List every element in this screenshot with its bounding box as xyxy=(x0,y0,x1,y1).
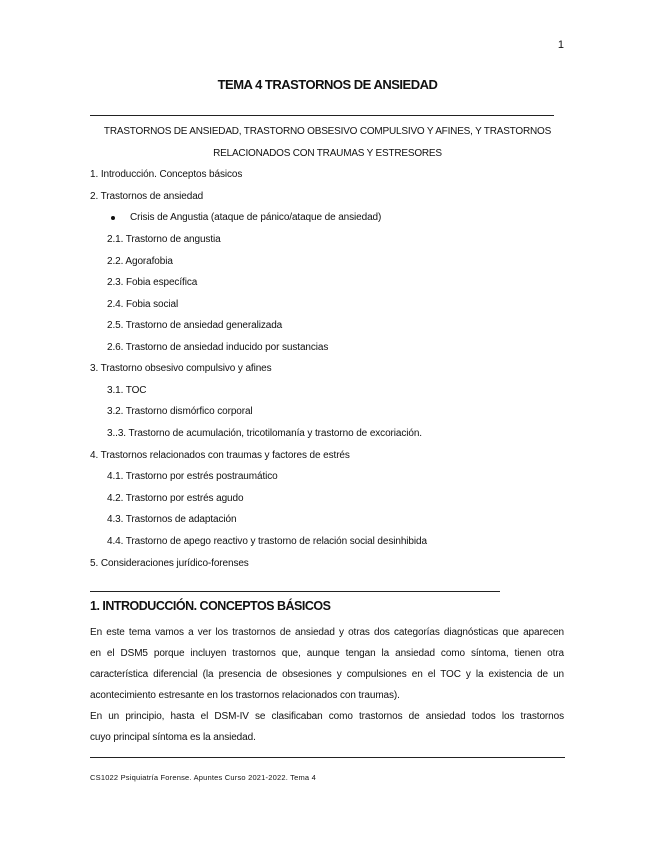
paragraph-line: En un principio, hasta el DSM-IV se clasificaban como trastornos de ansiedad todos los trastornos xyxy=(90,711,564,722)
toc-item: 4.4. Trastorno de apego reactivo y trastorno de relación social desinhibida xyxy=(107,536,427,547)
toc-item: 2.1. Trastorno de angustia xyxy=(107,234,221,245)
title-divider xyxy=(90,115,554,116)
subtitle-line-1: TRASTORNOS DE ANSIEDAD, TRASTORNO OBSESIVO COMPULSIVO Y AFINES, Y TRASTORNOS xyxy=(103,126,552,137)
toc-item: 3..3. Trastorno de acumulación, tricotilomanía y trastorno de excoriación. xyxy=(107,428,422,439)
toc-item: 1. Introducción. Conceptos básicos xyxy=(90,169,243,180)
paragraph-line: cuyo principal síntoma es la ansiedad. xyxy=(90,732,256,743)
toc-item: 2.4. Fobia social xyxy=(107,299,179,310)
toc-item: 2.3. Fobia específica xyxy=(107,277,198,288)
toc-item: 3. Trastorno obsesivo compulsivo y afines xyxy=(90,363,272,374)
toc-item: 2. Trastornos de ansiedad xyxy=(90,191,204,202)
footer-divider xyxy=(90,757,565,758)
toc-item: 4.2. Trastorno por estrés agudo xyxy=(107,493,244,504)
toc-item: 2.5. Trastorno de ansiedad generalizada xyxy=(107,320,283,331)
toc-item: 4. Trastornos relacionados con traumas y factores de estrés xyxy=(90,450,350,461)
toc-item: 5. Consideraciones jurídico-forenses xyxy=(90,558,249,569)
toc-item: 4.3. Trastornos de adaptación xyxy=(107,514,237,525)
section-heading: 1. INTRODUCCIÓN. CONCEPTOS BÁSICOS xyxy=(90,599,331,613)
toc-item: 2.6. Trastorno de ansiedad inducido por sustancias xyxy=(107,342,329,353)
toc-item: Crisis de Angustia (ataque de pánico/ataque de ansiedad) xyxy=(130,212,382,223)
toc-divider xyxy=(90,591,500,592)
toc-item: 4.1. Trastorno por estrés postraumático xyxy=(107,471,278,482)
paragraph-line: característica diferencial (la presencia de obsesiones y compulsiones en el TOC y la existencia de un xyxy=(90,669,564,680)
paragraph-line: acontecimiento estresante en los trastornos relacionados con traumas). xyxy=(90,690,400,701)
paragraph-line: En este tema vamos a ver los trastornos de ansiedad y otras dos categorías diagnósticas que aparecen xyxy=(90,627,564,638)
toc-item: 3.2. Trastorno dismórfico corporal xyxy=(107,406,253,417)
bullet-dot-icon xyxy=(111,216,115,220)
paragraph-line: en el DSM5 porque incluyen trastornos que, aunque tengan la ansiedad como síntoma, tienen otra xyxy=(90,648,564,659)
subtitle-line-2: RELACIONADOS CON TRAUMAS Y ESTRESORES xyxy=(213,148,442,159)
document-title: TEMA 4 TRASTORNOS DE ANSIEDAD xyxy=(217,77,438,92)
toc-item: 2.2. Agorafobia xyxy=(107,256,173,267)
page-number: 1 xyxy=(557,39,564,51)
toc-item: 3.1. TOC xyxy=(107,385,147,396)
page-footer: CS1022 Psiquiatría Forense. Apuntes Curso 2021-2022. Tema 4 xyxy=(90,773,316,782)
